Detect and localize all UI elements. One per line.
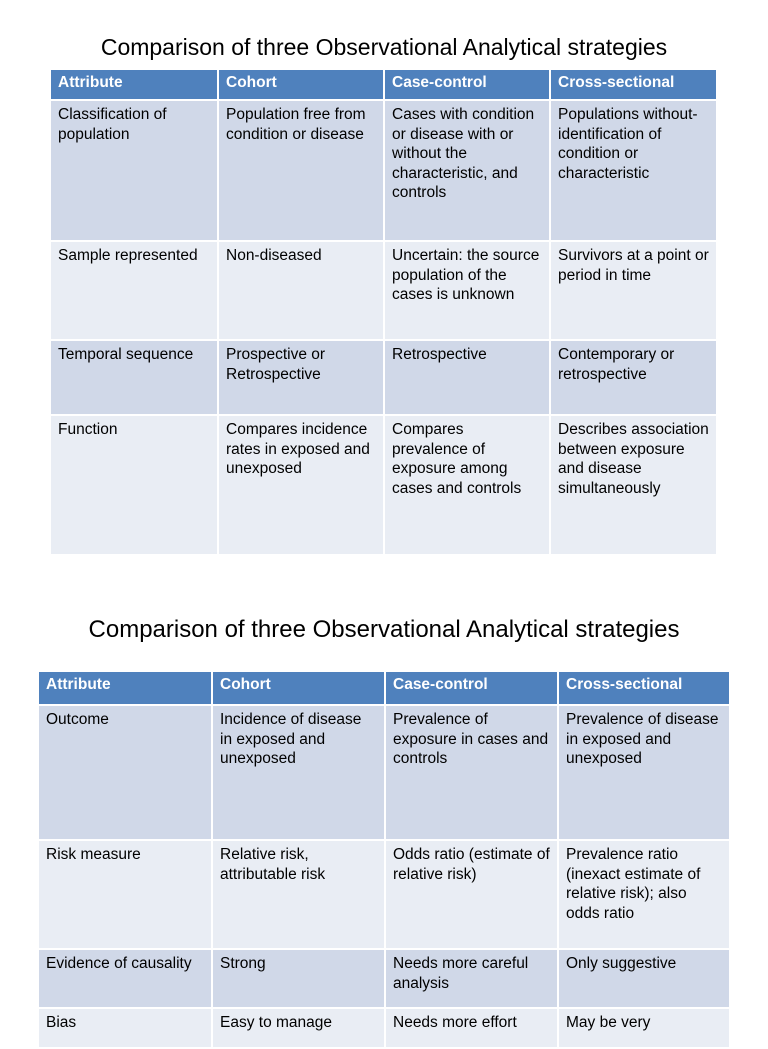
header-case-control: Case-control <box>384 70 550 100</box>
header-attribute: Attribute <box>39 672 212 705</box>
table-row <box>51 340 717 415</box>
header-cross-sectional: Cross-sectional <box>550 70 717 100</box>
table-cell: May be very <box>558 1008 730 1048</box>
table-cell: Only suggestive <box>558 949 730 1008</box>
comparison-table-1 <box>51 70 718 556</box>
table-cell: Uncertain: the source population of the cases is unknown <box>384 241 550 340</box>
table-cell: Outcome <box>39 705 212 840</box>
table-header-row <box>51 70 717 100</box>
table-cell: Strong <box>212 949 385 1008</box>
header-case-control: Case-control <box>385 672 558 705</box>
table-cell: Classification of population <box>51 100 218 241</box>
table-cell: Incidence of disease in exposed and unexposed <box>212 705 385 840</box>
table-cell: Risk measure <box>39 840 212 949</box>
table-cell: Temporal sequence <box>51 340 218 415</box>
table-cell: Evidence of causality <box>39 949 212 1008</box>
table-cell: Odds ratio (estimate of relative risk) <box>385 840 558 949</box>
table-cell: Prevalence ratio (inexact estimate of relative risk); also odds ratio <box>558 840 730 949</box>
table-row <box>39 1008 730 1048</box>
table-row <box>51 415 717 555</box>
table-cell: Needs more effort <box>385 1008 558 1048</box>
slide-1-title: Comparison of three Observational Analytical strategies <box>100 34 668 60</box>
table-row <box>39 949 730 1008</box>
table-cell: Easy to manage <box>212 1008 385 1048</box>
table-row <box>51 241 717 340</box>
table-cell: Bias <box>39 1008 212 1048</box>
comparison-table-2 <box>39 672 731 1049</box>
slide-2-title: Comparison of three Observational Analytical strategies <box>88 616 680 643</box>
table-cell: Sample represented <box>51 241 218 340</box>
table-cell: Retrospective <box>384 340 550 415</box>
table-row <box>39 705 730 840</box>
table-cell: Compares prevalence of exposure among cases and controls <box>384 415 550 555</box>
table-cell: Prospective or Retrospective <box>218 340 384 415</box>
table-header-row <box>39 672 730 705</box>
table-cell: Compares incidence rates in exposed and unexposed <box>218 415 384 555</box>
header-cross-sectional: Cross-sectional <box>558 672 730 705</box>
table-row <box>51 100 717 241</box>
table-cell: Needs more careful analysis <box>385 949 558 1008</box>
table-cell: Describes association between exposure and disease simultaneously <box>550 415 717 555</box>
table-cell: Relative risk, attributable risk <box>212 840 385 949</box>
table-cell: Population free from condition or disease <box>218 100 384 241</box>
table-cell: Function <box>51 415 218 555</box>
table-cell: Populations without-identification of condition or characteristic <box>550 100 717 241</box>
table-cell: Survivors at a point or period in time <box>550 241 717 340</box>
header-cohort: Cohort <box>218 70 384 100</box>
header-attribute: Attribute <box>51 70 218 100</box>
table-cell: Contemporary or retrospective <box>550 340 717 415</box>
table-row <box>39 840 730 949</box>
table-cell: Prevalence of disease in exposed and unexposed <box>558 705 730 840</box>
table-cell: Prevalence of exposure in cases and controls <box>385 705 558 840</box>
header-cohort: Cohort <box>212 672 385 705</box>
table-cell: Non-diseased <box>218 241 384 340</box>
table-cell: Cases with condition or disease with or without the characteristic, and controls <box>384 100 550 241</box>
